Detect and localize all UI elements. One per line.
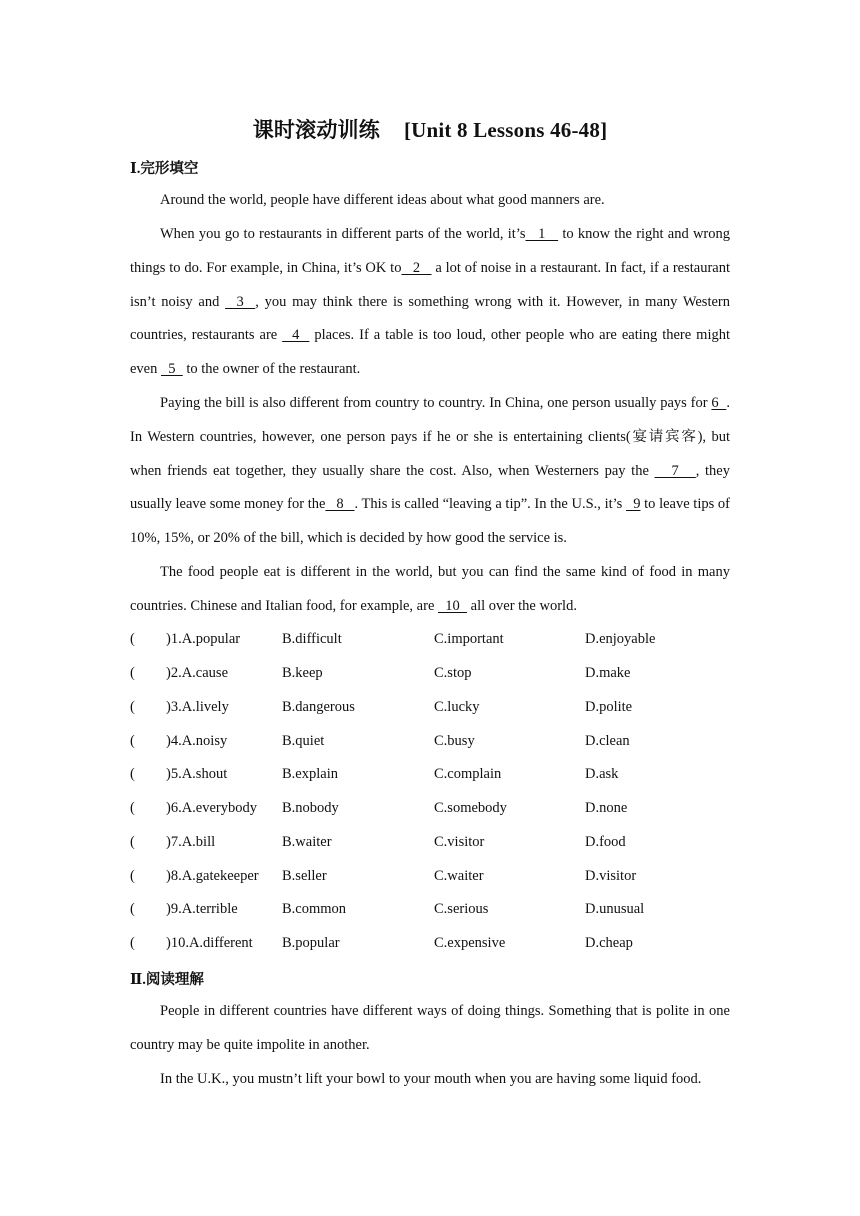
option-c: C.stop (434, 665, 472, 681)
option-b: B.waiter (282, 834, 332, 850)
answer-paren: ( (130, 699, 135, 715)
question-row (130, 901, 730, 921)
option-a: )1.A.popular (166, 631, 241, 647)
option-d: D.make (585, 665, 631, 681)
option-c: C.waiter (434, 868, 484, 884)
blank-9: 9 (625, 496, 641, 513)
option-a: )4.A.noisy (166, 733, 228, 749)
option-b: B.quiet (282, 733, 325, 749)
question-row (130, 935, 730, 955)
reading-paragraph-2: In the U.K., you mustn’t lift your bowl to your mouth when you are having some liquid food. (160, 1071, 702, 1087)
option-c: C.important (434, 631, 504, 647)
blank-10: 10 (438, 597, 468, 614)
option-d: D.cheap (585, 935, 633, 951)
blank-6: 6 (711, 395, 727, 411)
answer-paren: ( (130, 733, 135, 749)
option-d: D.visitor (585, 868, 637, 884)
answer-paren: ( (130, 935, 135, 951)
blank-2: 2 (401, 259, 432, 276)
option-c: C.somebody (434, 800, 507, 816)
answer-paren: ( (130, 901, 135, 917)
section-cloze-heading: Ⅰ.完形填空 (130, 161, 199, 177)
title-english: [Unit 8 Lessons 46-48] (403, 118, 608, 142)
cloze-paragraph-1: Around the world, people have different ideas about what good manners are. (160, 192, 605, 208)
blank-1: 1 (525, 226, 559, 242)
option-a: )9.A.terrible (166, 901, 238, 917)
section-reading-heading: Ⅱ.阅读理解 (130, 972, 204, 988)
question-row (130, 699, 730, 719)
option-d: D.none (585, 800, 628, 816)
option-b: B.nobody (282, 800, 339, 816)
option-b: B.explain (282, 766, 338, 782)
option-d: D.polite (585, 699, 633, 715)
answer-paren: ( (130, 834, 135, 850)
option-c: C.lucky (434, 699, 480, 715)
option-a: )6.A.everybody (166, 800, 258, 816)
reading-paragraph-1: People in different countries have different ways of doing things. Something that is polite in one country may be quite impolite in another. (130, 1003, 730, 1053)
option-a: )2.A.cause (166, 665, 229, 681)
option-d: D.enjoyable (585, 631, 656, 647)
blank-7: 7 (654, 462, 696, 479)
answer-paren: ( (130, 868, 135, 884)
option-a: )5.A.shout (166, 766, 228, 782)
answer-paren: ( (130, 665, 135, 681)
question-row (130, 766, 730, 786)
option-b: B.keep (282, 665, 323, 681)
option-b: B.common (282, 901, 347, 917)
question-row (130, 733, 730, 753)
cloze-paragraph-3: Paying the bill is also different from country to country. In China, one person usually pays for 6 . In Western countries, however, one person pays if he or she is entertaining clients(宴请宾客), but when friends eat together, they usually share the cost. Also, when Westerners pay the 7 , they usually leave some money for the 8 . This is called “leaving a tip”. In the U.S., it’s 9 to leave tips of 10%, 15%, or 20% of the bill, which is decided by how good the service is. (130, 395, 730, 547)
option-c: C.complain (434, 766, 502, 782)
option-d: D.ask (585, 766, 619, 782)
option-c: C.expensive (434, 935, 506, 951)
option-d: D.clean (585, 733, 630, 749)
option-a: )7.A.bill (166, 834, 216, 850)
page-title (0, 114, 860, 144)
blank-8: 8 (325, 496, 355, 513)
option-b: B.popular (282, 935, 340, 951)
option-d: D.food (585, 834, 626, 850)
option-c: C.busy (434, 733, 475, 749)
option-b: B.dangerous (282, 699, 355, 715)
option-b: B.difficult (282, 631, 342, 647)
question-row (130, 868, 730, 888)
answer-paren: ( (130, 631, 135, 647)
option-b: B.seller (282, 868, 327, 884)
cloze-paragraph-2: When you go to restaurants in different parts of the world, it’s 1 to know the right and wrong things to do. For example, in China, it’s OK to 2 a lot of noise in a restaurant. In fact, if a restaurant isn’t noisy and 3 , you may think there is something wrong with it. However, in many Western countries, restaurants are 4 places. If a table is too loud, other people who are eating there might even 5 to the owner of the restaurant. (130, 226, 731, 378)
option-d: D.unusual (585, 901, 645, 917)
answer-paren: ( (130, 800, 135, 816)
title-chinese: 课时滚动训练 (252, 118, 380, 142)
question-row (130, 631, 730, 651)
cloze-paragraph-4: The food people eat is different in the world, but you can find the same kind of food in many countries. Chinese and Italian food, for example, are 10 all over the world. (130, 564, 730, 614)
question-row (130, 665, 730, 685)
blank-3: 3 (225, 293, 256, 310)
answer-paren: ( (130, 766, 135, 782)
option-c: C.serious (434, 901, 489, 917)
option-a: )10.A.different (166, 935, 253, 951)
blank-4: 4 (282, 327, 310, 344)
question-row (130, 800, 730, 820)
option-a: )8.A.gatekeeper (166, 868, 259, 884)
question-row (130, 834, 730, 854)
option-a: )3.A.lively (166, 699, 229, 715)
blank-5: 5 (161, 361, 183, 378)
option-c: C.visitor (434, 834, 485, 850)
